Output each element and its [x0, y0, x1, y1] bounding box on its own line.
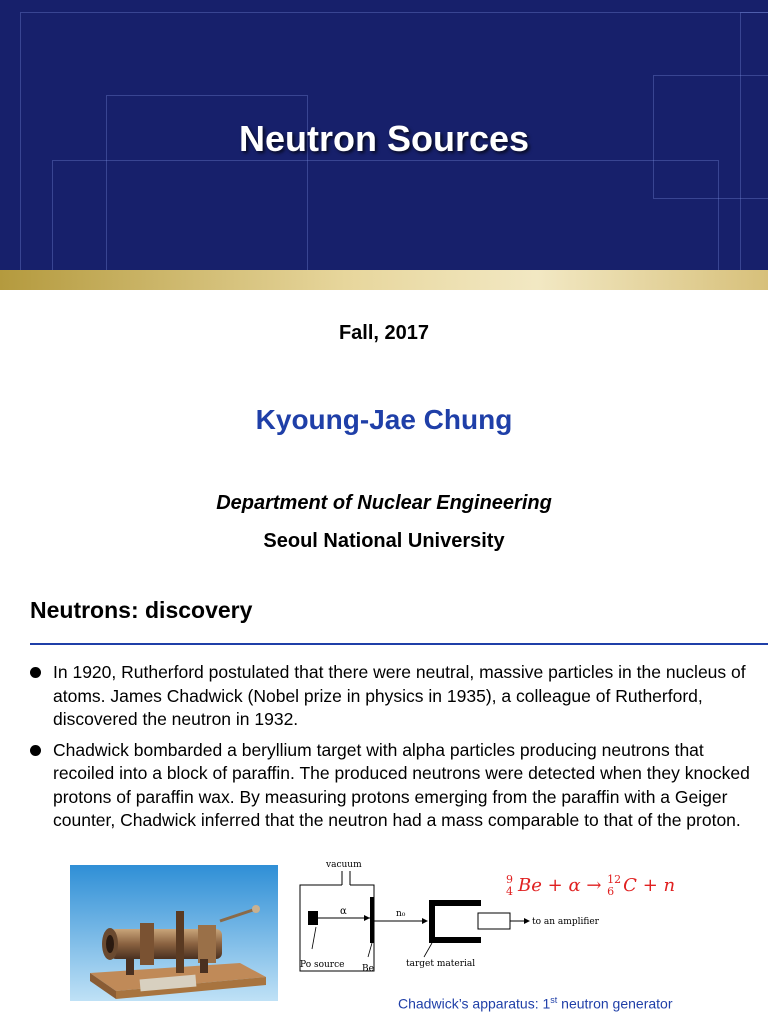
- title-banner: [0, 0, 768, 270]
- university-name: Seoul National University: [263, 530, 505, 552]
- bullet-dot-icon: [30, 667, 41, 678]
- bullet-item: In 1920, Rutherford postulated that there were neutral, massive particles in the nucleus of atoms. James Chadwick (Nobel prize in physics in 1935), a colleague of Rutherford, discovered the neutron in 1932.: [30, 661, 750, 732]
- title-underline: [30, 643, 768, 645]
- slide-title: Neutron Sources: [238, 118, 530, 159]
- be-label: Be: [362, 964, 374, 974]
- vacuum-label: vacuum: [326, 860, 362, 870]
- c-isotope: 12 6: [607, 873, 622, 898]
- target-label: target material: [406, 959, 476, 969]
- figure-caption: Chadwick’s apparatus: 1st neutron generator: [398, 995, 673, 1012]
- section-title: Neutrons: discovery: [30, 597, 253, 623]
- be-isotope: 9 4: [506, 873, 513, 898]
- reaction-equation: 9 4 Be + α → 12 6 C + n: [506, 873, 676, 898]
- term-label: Fall, 2017: [338, 322, 430, 344]
- decor-frame: [52, 160, 719, 270]
- bullet-item: Chadwick bombarded a beryllium target with alpha particles producing neutrons that recoiled into a block of paraffin. The produced neutrons were detected when they knocked protons of paraffin wax. By measuring protons emerging from the paraffin with a Geiger counter, Chadwick inferred that the neutron had a mass comparable to that of the proton.: [30, 739, 750, 833]
- alpha-label: α: [340, 906, 347, 917]
- discovery-slide: [0, 585, 768, 1024]
- bullet-list: [30, 661, 750, 840]
- gold-stripe: [0, 270, 768, 290]
- po-source-label: Po source: [300, 960, 345, 970]
- author-name: Kyoung-Jae Chung: [255, 404, 513, 435]
- amplifier-label: to an amplifier: [532, 917, 599, 927]
- department-name: Department of Nuclear Engineering: [216, 492, 552, 514]
- apparatus-photo: [70, 865, 278, 1001]
- bullet-dot-icon: [30, 745, 41, 756]
- neutron-label: n₀: [396, 909, 406, 919]
